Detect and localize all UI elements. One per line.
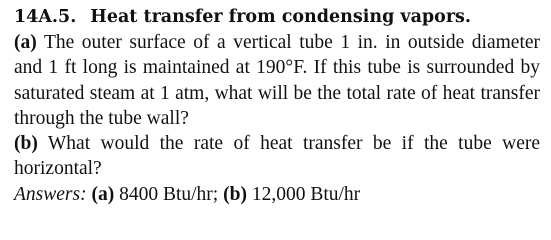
answers-line [14,182,540,208]
answer-b-value: 12,000 Btu/hr [251,183,361,205]
answer-a-value: 8400 Btu/hr; [119,183,219,205]
answer-b-label: (b) [223,183,247,205]
part-b-paragraph [14,131,540,182]
problem-title: Heat transfer from condensing vapors. [90,7,471,27]
part-b-text: What would the rate of heat transfer be if the tube were horizontal? [14,133,541,180]
problem-number: 14A.5. [14,7,77,27]
problem-block [14,5,540,208]
problem-heading [14,5,540,30]
part-a-text: The outer surface of a vertical tube 1 in. in outside diameter and 1 ft long is maintained at 190°F. If this tube is surrounded by saturated steam at 1 atm, what will be the total rate of heat transfer through the tube wall? [14,32,541,129]
part-a-paragraph [14,30,540,131]
answers-label: Answers: [14,183,87,205]
part-a-label: (a) [14,32,37,53]
part-b-label: (b) [14,133,38,155]
answer-a-label: (a) [91,183,115,205]
